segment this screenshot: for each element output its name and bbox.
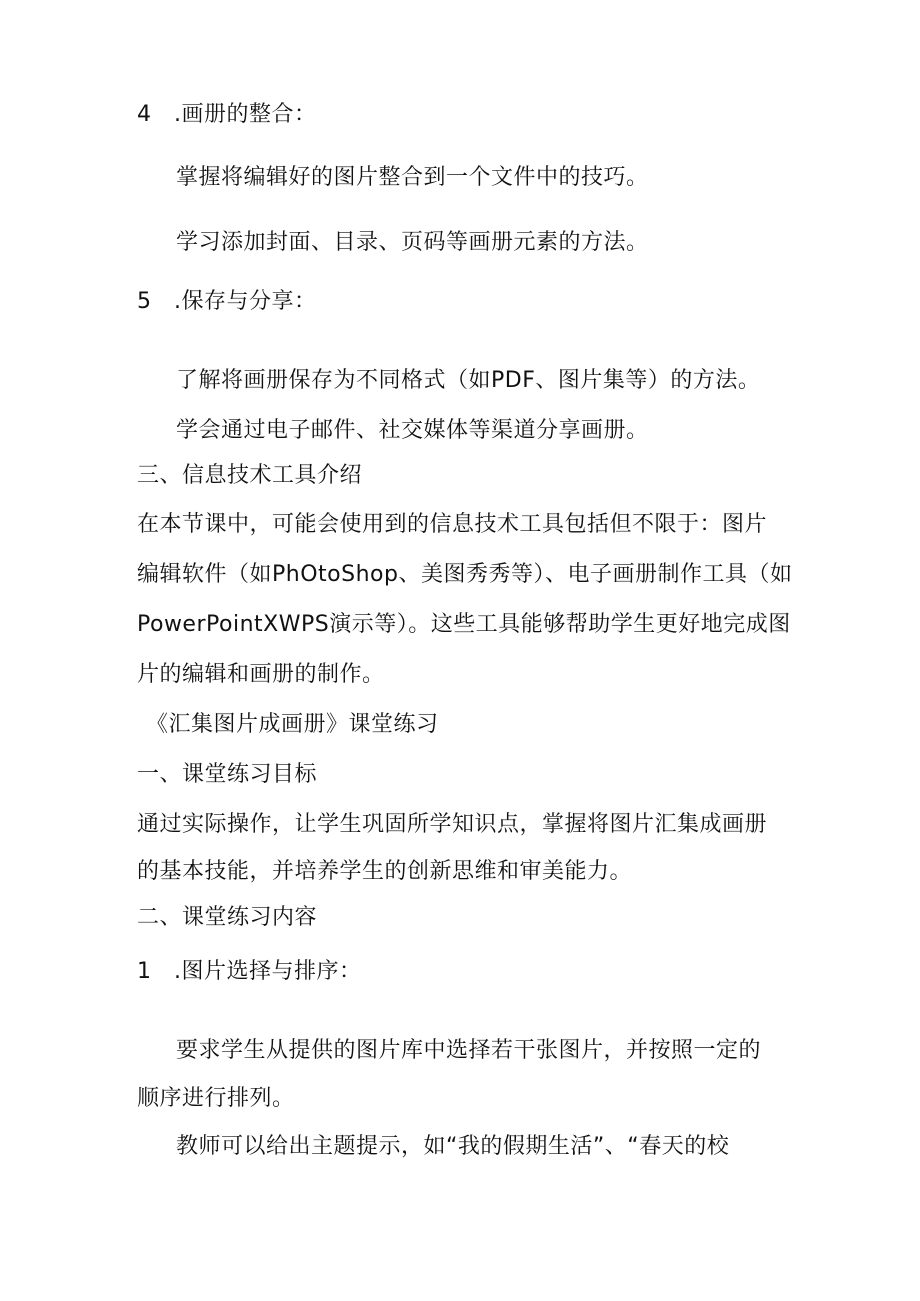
paragraph-goals-line-2: 的基本技能，并培养学生的创新思维和审美能力。 [137,859,633,884]
paragraph-tools-line-3: PowerPointXWPS演示等）。这些工具能够帮助学生更好地完成图 [137,612,791,637]
section-heading-goals: 一、课堂练习目标 [137,762,318,787]
paragraph-tools-line-4: 片的编辑和画册的制作。 [137,662,385,687]
paragraph-selection-line-2: 顺序进行排列。 [137,1086,295,1111]
paragraph-save-formats: 了解将画册保存为不同格式（如PDF、图片集等）的方法。 [176,368,761,393]
paragraph-integration-skill: 掌握将编辑好的图片整合到一个文件中的技巧。 [176,165,649,190]
paragraph-share-channels: 学会通过电子邮件、社交媒体等渠道分享画册。 [176,418,649,443]
paragraph-theme-hint: 教师可以给出主题提示，如“我的假期生活”、“春天的校 [176,1134,730,1159]
paragraph-selection-line-1: 要求学生从提供的图片库中选择若干张图片，并按照一定的 [176,1038,762,1063]
section-heading-tools: 三、信息技术工具介绍 [137,463,363,488]
paragraph-tools-line-1: 在本节课中，可能会使用到的信息技术工具包括但不限于：图片 [137,512,768,537]
paragraph-tools-line-2: 编辑软件（如PhOtoShop、美图秀秀等）、电子画册制作工具（如 [137,562,793,587]
section-heading-content: 二、课堂练习内容 [137,905,318,930]
heading-image-selection: 1 .图片选择与排序： [137,959,362,984]
exercise-title: 《汇集图片成画册》课堂练习 [146,712,439,737]
heading-save-share: 5 .保存与分享： [137,289,317,314]
paragraph-goals-line-1: 通过实际操作，让学生巩固所学知识点，掌握将图片汇集成画册 [137,812,768,837]
paragraph-add-elements: 学习添加封面、目录、页码等画册元素的方法。 [176,230,649,255]
heading-album-integration: 4 .画册的整合： [137,102,317,127]
